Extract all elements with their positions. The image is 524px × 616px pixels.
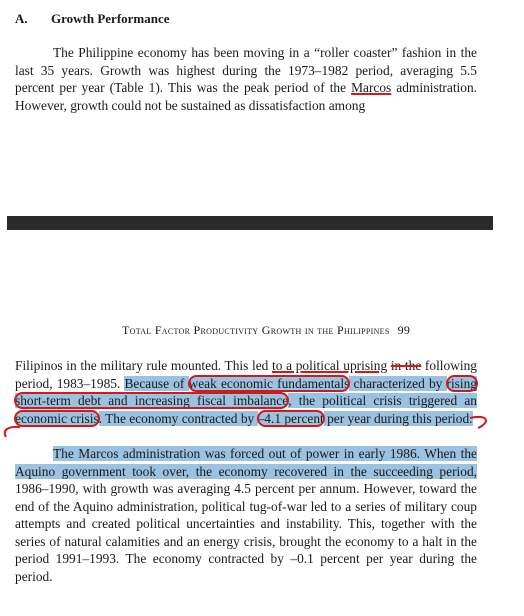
paragraph-text: following period, 1983–1985. bbox=[15, 358, 477, 391]
paragraph-text: administration. However, growth could not be sustained as dissatisfaction among bbox=[15, 80, 477, 113]
pen-stroke bbox=[5, 427, 20, 437]
running-head bbox=[122, 323, 410, 338]
highlighted-text: characterized by bbox=[349, 375, 447, 391]
page-number: 99 bbox=[397, 323, 411, 337]
section-letter: A. bbox=[15, 11, 28, 26]
paragraph-military-rule bbox=[15, 357, 477, 427]
annotation-circle-contraction: –4.1 percent bbox=[257, 410, 324, 426]
annotation-underline-marcos: Marcos bbox=[351, 80, 392, 95]
annotation-circle-debt-imbalance: rising short-term debt and increasing fiscal imbalance bbox=[15, 375, 478, 408]
section-heading bbox=[15, 11, 170, 27]
highlighted-text: per year during this period. bbox=[323, 410, 473, 426]
highlighted-text: The Marcos administration was forced out of power in early 1986. When the Aquino government took over, the economy recovered in the succeeding period, bbox=[15, 446, 477, 479]
paragraph-growth-intro bbox=[15, 44, 477, 114]
section-title: Growth Performance bbox=[51, 11, 170, 26]
running-head-title: Total Factor Productivity Growth in the Philippines bbox=[122, 323, 390, 337]
highlighted-text: , the political crisis triggered an bbox=[288, 393, 478, 408]
paragraph-text: 1986–1990, with growth was averaging 4.5 percent per annum. However, toward the end of the Aquino administration, political tug-of-war led to a series of military coup attempts and created political uncertainties and instability. This, together with the series of natural calamities and an energy crisis, brought the economy to a halt in the period 1991–1993. The economy contracted by –0.1 percent per year during the period. bbox=[15, 481, 477, 584]
paragraph-text: The Philippine economy has been moving in a “roller coaster” fashion in the last 35 years. Growth was highest during the 1973–1982 period, averaging 5.5 percent per year (Table 1). This was the peak period of the bbox=[15, 45, 477, 95]
paragraph-text: Filipinos in the military rule mounted. This led bbox=[15, 358, 273, 373]
highlighted-text: Because of bbox=[124, 375, 189, 391]
annotation-strike-in-the: in the bbox=[390, 358, 422, 373]
annotation-circle-weak-fundamentals: weak economic fundamentals bbox=[188, 375, 350, 391]
highlighted-text: . The economy contracted by bbox=[98, 410, 258, 426]
page-break-divider bbox=[7, 216, 493, 230]
paragraph-aquino-recovery bbox=[15, 445, 477, 585]
annotation-circle-economic-crisis: economic crisis bbox=[15, 410, 99, 426]
annotation-underline-uprising: to a political uprising bbox=[272, 358, 388, 373]
